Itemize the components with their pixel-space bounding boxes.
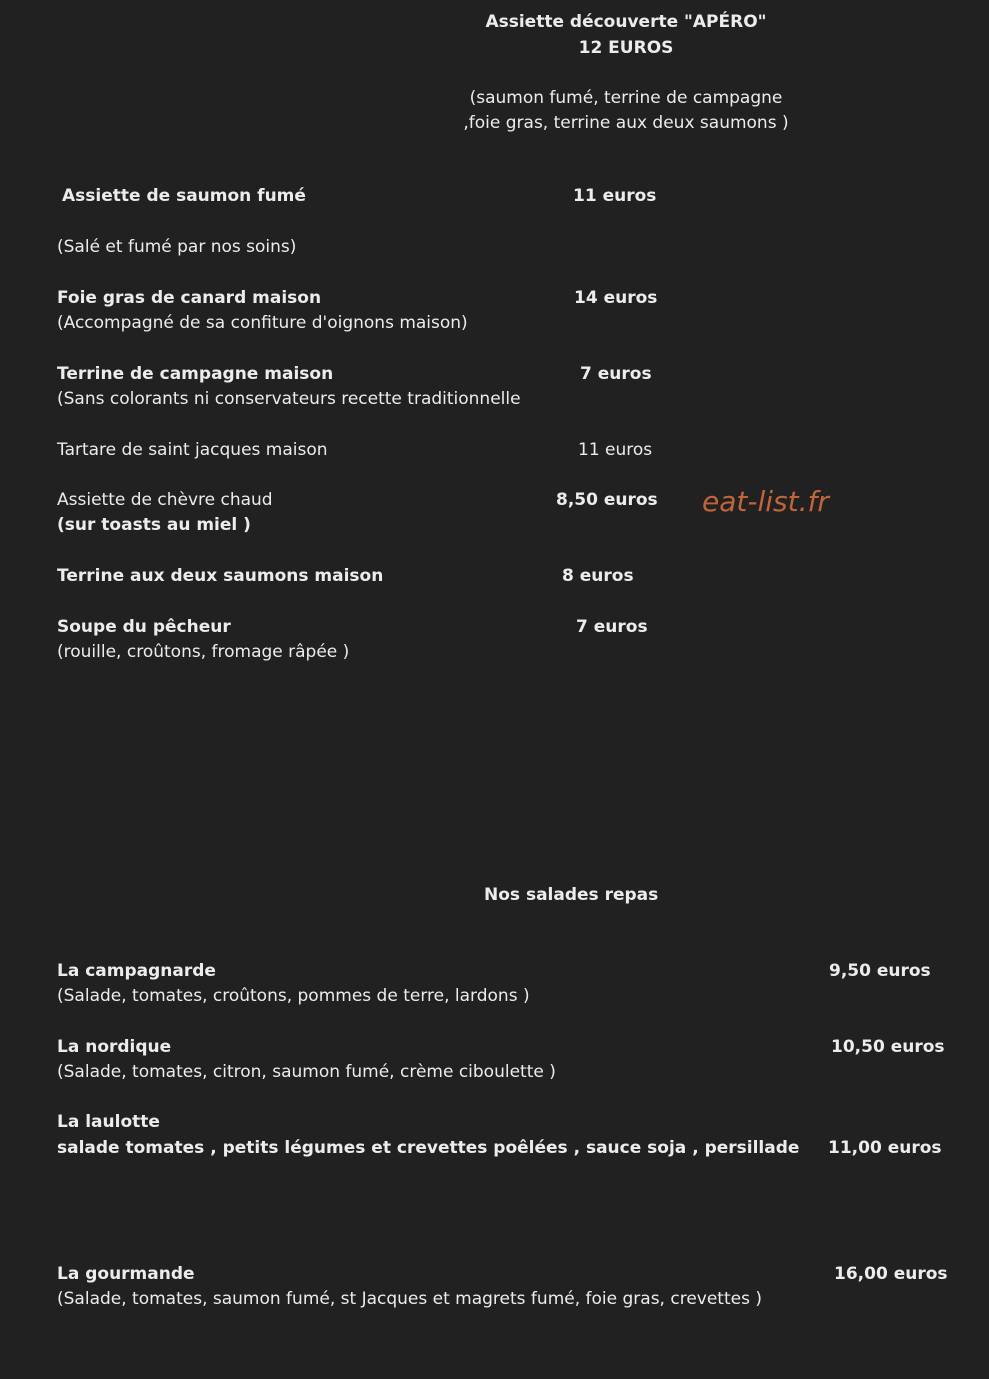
menu-item-description: (Sans colorants ni conservateurs recette traditionnelle — [57, 389, 521, 409]
menu-item-price: 7 euros — [576, 617, 648, 637]
menu-item-price: 8 euros — [562, 566, 634, 586]
menu-item-name: Assiette de chèvre chaud — [57, 490, 273, 510]
salad-name: La nordique — [57, 1037, 172, 1057]
menu-item-name: Assiette de saumon fumé — [62, 186, 306, 206]
apero-price: 12 EUROS — [578, 38, 674, 58]
menu-item-name: Foie gras de canard maison — [57, 288, 322, 308]
watermark-logo: eat-list.fr — [702, 485, 829, 518]
menu-item-name: Terrine aux deux saumons maison — [57, 566, 384, 586]
salad-name: La campagnarde — [57, 961, 216, 981]
menu-item-description: (Salé et fumé par nos soins) — [57, 237, 297, 257]
menu-item-description: (rouille, croûtons, fromage râpée ) — [57, 642, 350, 662]
salad-price: 11,00 euros — [828, 1138, 942, 1158]
menu-item-price: 8,50 euros — [556, 490, 658, 510]
apero-description-line1: (saumon fumé, terrine de campagne — [469, 88, 783, 108]
salad-price: 9,50 euros — [829, 961, 931, 981]
menu-item-name: Soupe du pêcheur — [57, 617, 231, 637]
salad-description: (Salade, tomates, croûtons, pommes de terre, lardons ) — [57, 986, 530, 1006]
menu-item-name: Tartare de saint jacques maison — [57, 440, 328, 460]
salad-description: (Salade, tomates, saumon fumé, st Jacques et magrets fumé, foie gras, crevettes ) — [57, 1289, 762, 1309]
menu-item-description: (Accompagné de sa confiture d'oignons maison) — [57, 313, 468, 333]
salades-section-title: Nos salades repas — [484, 885, 659, 905]
menu-item-name: Terrine de campagne maison — [57, 364, 334, 384]
menu-item-price: 14 euros — [574, 288, 658, 308]
menu-item-price: 11 euros — [578, 440, 653, 460]
salad-name: La gourmande — [57, 1264, 195, 1284]
salad-price: 10,50 euros — [831, 1037, 945, 1057]
apero-description-line2: ,foie gras, terrine aux deux saumons ) — [463, 113, 789, 133]
menu-item-price: 7 euros — [580, 364, 652, 384]
apero-title: Assiette découverte "APÉRO" — [485, 12, 767, 32]
menu-item-description: (sur toasts au miel ) — [57, 515, 251, 535]
salad-name: La laulotte — [57, 1112, 160, 1132]
salad-description: salade tomates , petits légumes et crevettes poêlées , sauce soja , persillade — [57, 1138, 800, 1158]
salad-description: (Salade, tomates, citron, saumon fumé, crème ciboulette ) — [57, 1062, 556, 1082]
salad-price: 16,00 euros — [834, 1264, 948, 1284]
menu-item-price: 11 euros — [573, 186, 657, 206]
